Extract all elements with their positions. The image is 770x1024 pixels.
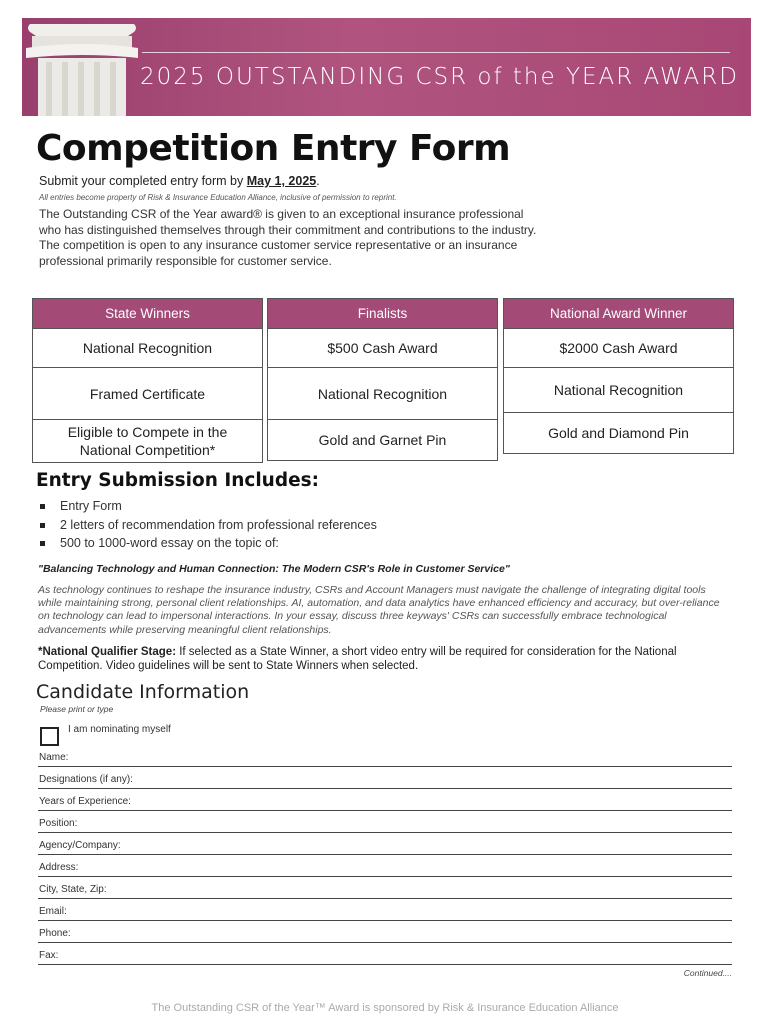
experience-field[interactable] [38,790,732,811]
state-winners-item: National Recognition [33,328,262,367]
field-label: City, State, Zip: [39,884,107,895]
essay-description: As technology continues to reshape the insurance industry, CSRs and Account Managers must navigate the challenge of integrating digital tools while maintaining strong, personal client relationships. AI, automation, and data analytics have enhanced efficiency and accuracy, but over-reliance on technology can lead to impersonal interactions. In your essay, discuss three keyways' CSRs can successfully embrace technological advancements while preserving meaningful client relationships. [38,584,720,636]
finalists-table [267,298,498,461]
footer-sponsor: The Outstanding CSR of the Year™ Award is sponsored by Risk & Insurance Education Alliance [151,1002,619,1014]
candidate-heading: Candidate Information [36,681,250,703]
field-label: Email: [39,906,67,917]
intro-paragraph: The Outstanding CSR of the Year award® is given to an exceptional insurance professional who has distinguished themselves through their commitment and contributions to the industry. The competition is open to any insurance customer service representative or an insurance professional primarily responsible for customer service. [39,207,537,268]
phone-field[interactable] [38,922,732,943]
submit-prefix: Submit your completed entry form by [39,174,247,188]
self-nominate-label: I am nominating myself [68,724,171,735]
field-label: Name: [39,752,69,763]
essay-topic: "Balancing Technology and Human Connection: The Modern CSR's Role in Customer Service" [38,563,510,575]
submit-deadline: May 1, 2025 [246,174,317,188]
print-note: Please print or type [40,704,114,714]
national-winner-item: National Recognition [504,367,733,412]
banner-rule [142,52,730,53]
field-label: Address: [39,862,79,873]
national-winner-item: Gold and Diamond Pin [504,412,733,453]
submit-suffix: . [316,174,320,188]
field-label: Agency/Company: [39,840,121,851]
national-winner-header: National Award Winner [504,299,733,328]
national-winner-table [503,298,734,454]
header-banner [22,18,751,116]
list-item: Entry Form [40,497,377,516]
finalists-item: National Recognition [268,367,497,419]
position-field[interactable] [38,812,732,833]
finalists-item: Gold and Garnet Pin [268,419,497,460]
state-winners-item: Eligible to Compete in the National Competition* [33,419,262,462]
field-label: Phone: [39,928,71,939]
designations-field[interactable] [38,768,732,789]
qualifier-text: If selected as a State Winner, a short video entry will be required for consideration for the National Competition. Video guidelines will be sent to State Winners when selected. [38,646,677,672]
national-winner-item: $2000 Cash Award [504,328,733,367]
agency-field[interactable] [38,834,732,855]
address-field[interactable] [38,856,732,877]
qualifier-label: *National Qualifier Stage: [38,646,177,658]
column-capital-graphic [22,18,140,116]
self-nominate-checkbox[interactable] [40,727,59,746]
email-field[interactable] [38,900,732,921]
entry-list [40,497,377,553]
submit-instruction [39,174,320,188]
state-winners-item: Framed Certificate [33,367,262,419]
qualifier-note [38,645,738,673]
finalists-header: Finalists [268,299,497,328]
continued-note: Continued.... [683,968,732,978]
field-label: Years of Experience: [39,796,131,807]
name-field[interactable] [38,746,732,767]
city-state-zip-field[interactable] [38,878,732,899]
banner-title: 2025 OUTSTANDING CSR of the YEAR AWARD [140,64,739,90]
field-label: Fax: [39,950,59,961]
state-winners-table [32,298,263,463]
page-title: Competition Entry Form [36,128,511,169]
state-winners-header: State Winners [33,299,262,328]
list-item: 2 letters of recommendation from professional references [40,516,377,535]
list-item: 500 to 1000-word essay on the topic of: [40,534,377,553]
property-note: All entries become property of Risk & Insurance Education Alliance, inclusive of permission to reprint. [39,193,397,202]
field-label: Position: [39,818,78,829]
field-label: Designations (if any): [39,774,133,785]
fax-field[interactable] [38,944,732,965]
entry-heading: Entry Submission Includes: [36,470,320,491]
finalists-item: $500 Cash Award [268,328,497,367]
